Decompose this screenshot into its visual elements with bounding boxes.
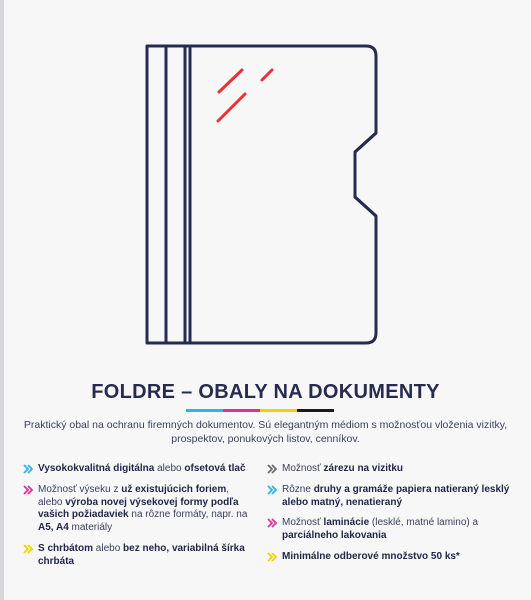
feature-text-regular: alebo xyxy=(93,542,124,554)
feature-text xyxy=(38,543,245,567)
feature-text-bold: A5, A4 xyxy=(38,522,69,534)
features-right-column xyxy=(264,463,514,572)
feature-text-regular: na rôzne formáty, napr. na xyxy=(128,509,248,521)
feature-text-bold: výroba novej výsekovej formy podľa vašich požiadaviek xyxy=(38,496,239,521)
feature-text-bold: Vysokokvalitná digitálna xyxy=(38,463,155,474)
yellow-chevron-icon xyxy=(266,551,278,563)
feature-text-regular: Možnosť xyxy=(282,517,324,529)
feature-text-bold: ofsetová tlač xyxy=(184,463,246,474)
yellow-segment xyxy=(260,409,297,412)
card-slot xyxy=(355,133,376,216)
gray-chevron-icon xyxy=(266,463,278,475)
feature-text xyxy=(282,551,460,562)
feature-text-bold: zárezu na vizitku xyxy=(323,463,404,474)
feature-item xyxy=(20,463,255,476)
features-left-column xyxy=(20,463,255,577)
feature-text xyxy=(282,484,509,508)
feature-item xyxy=(20,484,255,535)
feature-text-bold: už existujúcich foriem xyxy=(121,483,227,495)
feature-text-regular: materiály xyxy=(68,522,113,534)
feature-item xyxy=(264,517,514,543)
feature-text-bold: S chrbátom xyxy=(38,542,94,554)
feature-text-bold: laminácie xyxy=(323,517,370,529)
feature-text-regular: Možnosť xyxy=(282,463,324,474)
gloss-mark-2 xyxy=(262,70,272,80)
folder-outline xyxy=(147,46,376,343)
feature-item xyxy=(264,484,514,510)
feature-text-bold: Minimálne odberové množstvo 50 ks* xyxy=(282,550,460,562)
feature-item xyxy=(264,463,514,476)
magenta-chevron-icon xyxy=(266,517,278,529)
cyan-segment xyxy=(186,409,223,412)
intro-text: Praktický obal na ochranu firemných dokumentov. Sú elegantným médiom s možnosťou vloženia vizitky, prospektov, ponukových listov, cenníkov. xyxy=(23,419,508,445)
feature-text-regular: , alebo xyxy=(38,483,230,508)
yellow-chevron-icon xyxy=(22,543,34,555)
feature-item xyxy=(264,551,514,564)
feature-text-bold: parciálneho lakovania xyxy=(282,530,387,542)
feature-text-regular: Rôzne xyxy=(282,483,314,495)
feature-text xyxy=(282,463,403,474)
cyan-chevron-icon xyxy=(266,484,278,496)
feature-text xyxy=(282,517,478,541)
feature-text-regular: Možnosť výseku z xyxy=(38,483,122,495)
cmyk-divider xyxy=(186,409,334,412)
black-segment xyxy=(297,409,334,412)
feature-text-bold: natieraný lesklý alebo matný, nenatieraný xyxy=(282,483,510,508)
feature-text xyxy=(38,484,247,533)
magenta-chevron-icon xyxy=(22,484,34,496)
gloss-mark-3 xyxy=(218,94,245,121)
feature-item xyxy=(20,543,255,569)
cyan-chevron-icon xyxy=(22,463,34,475)
feature-text-regular: alebo xyxy=(154,463,185,474)
feature-text-regular: (lesklé, matné lamino) a xyxy=(369,517,479,529)
feature-text-bold: bez neho, variabilná šírka chrbáta xyxy=(38,542,245,567)
feature-text xyxy=(38,463,246,474)
feature-text-bold: druhy a gramáže papiera xyxy=(313,483,432,495)
gloss-mark-1 xyxy=(219,70,242,92)
magenta-segment xyxy=(223,409,260,412)
page-title: FOLDRE – OBALY NA DOKUMENTY xyxy=(91,381,440,403)
